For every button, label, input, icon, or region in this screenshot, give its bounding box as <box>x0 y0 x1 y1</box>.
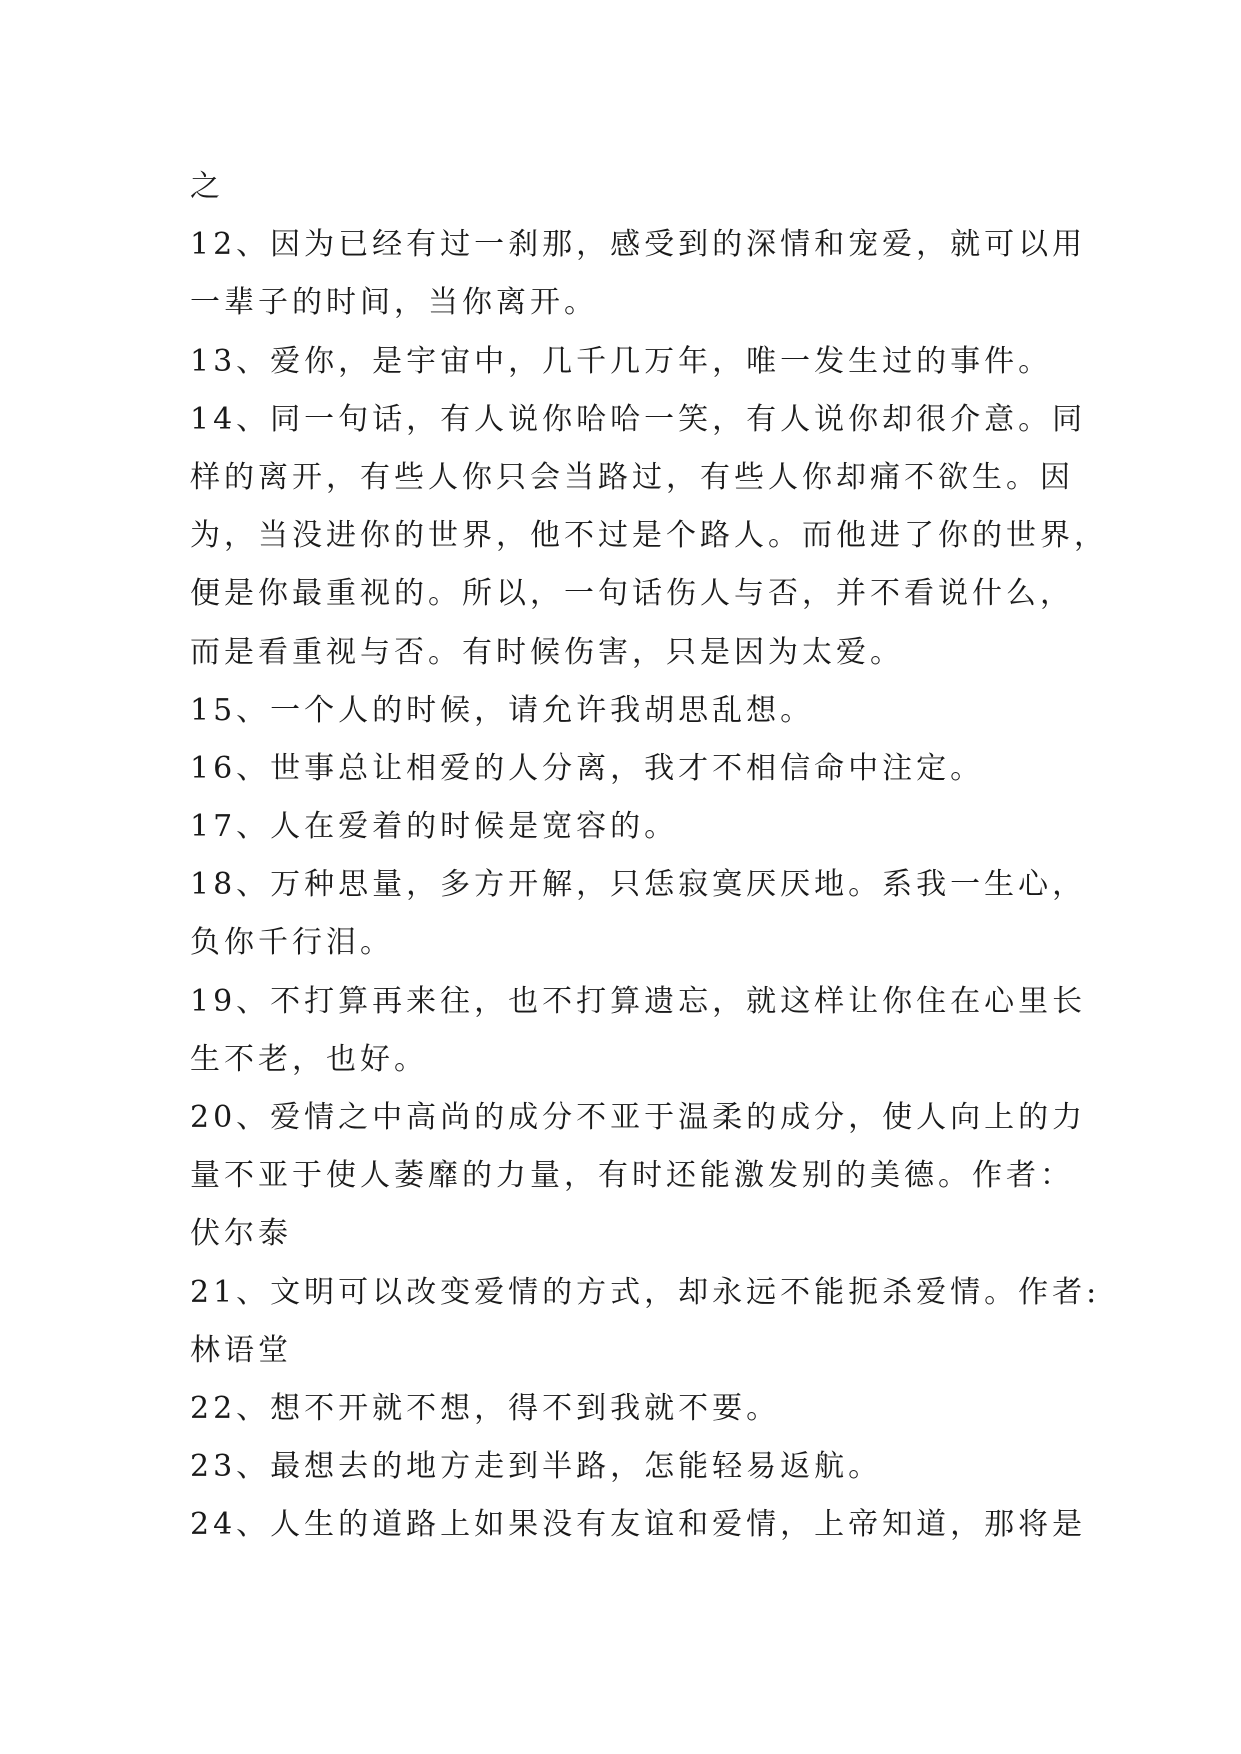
text-line: 伏尔泰 <box>190 1216 292 1252</box>
text-line: 生不老，也好。 <box>190 1041 428 1077</box>
text-line: 量不亚于使人萎靡的力量，有时还能激发别的美德。作者： <box>190 1158 1074 1194</box>
text-line: 之 <box>190 169 224 204</box>
text-line: 12、因为已经有过一刹那，感受到的深情和宠爱，就可以用 <box>190 227 1087 263</box>
text-line: 样的离开，有些人你只会当路过，有些人你却痛不欲生。因 <box>190 459 1074 495</box>
text-line: 21、文明可以改变爱情的方式，却永远不能扼杀爱情。作者: <box>190 1274 1101 1310</box>
text-line: 17、人在爱着的时候是宽容的。 <box>190 809 679 845</box>
text-line: 24、人生的道路上如果没有友谊和爱情，上帝知道，那将是 <box>190 1507 1087 1543</box>
text-line: 19、不打算再来往，也不打算遗忘，就这样让你住在心里长 <box>190 983 1087 1019</box>
text-line: 13、爱你，是宇宙中，几千几万年，唯一发生过的事件。 <box>190 343 1053 379</box>
document-body <box>190 158 1108 1555</box>
text-line: 为，当没进你的世界，他不过是个路人。而他进了你的世界， <box>190 518 1108 554</box>
text-line: 14、同一句话，有人说你哈哈一笑，有人说你却很介意。同 <box>190 401 1087 437</box>
text-line: 便是你最重视的。所以，一句话伤人与否，并不看说什么， <box>190 576 1074 612</box>
text-line: 20、爱情之中高尚的成分不亚于温柔的成分，使人向上的力 <box>190 1100 1087 1135</box>
text-line: 18、万种思量，多方开解，只恁寂寞厌厌地。系我一生心， <box>190 867 1087 903</box>
text-line: 23、最想去的地方走到半路，怎能轻易返航。 <box>190 1449 883 1485</box>
text-line: 一辈子的时间，当你离开。 <box>190 285 598 321</box>
text-line: 22、想不开就不想，得不到我就不要。 <box>190 1390 781 1426</box>
text-line: 15、一个人的时候，请允许我胡思乱想。 <box>190 692 815 728</box>
text-line: 负你千行泪。 <box>190 925 394 961</box>
text-line: 16、世事总让相爱的人分离，我才不相信命中注定。 <box>190 750 985 786</box>
text-line: 林语堂 <box>190 1332 292 1368</box>
text-line: 而是看重视与否。有时候伤害，只是因为太爱。 <box>190 634 904 670</box>
